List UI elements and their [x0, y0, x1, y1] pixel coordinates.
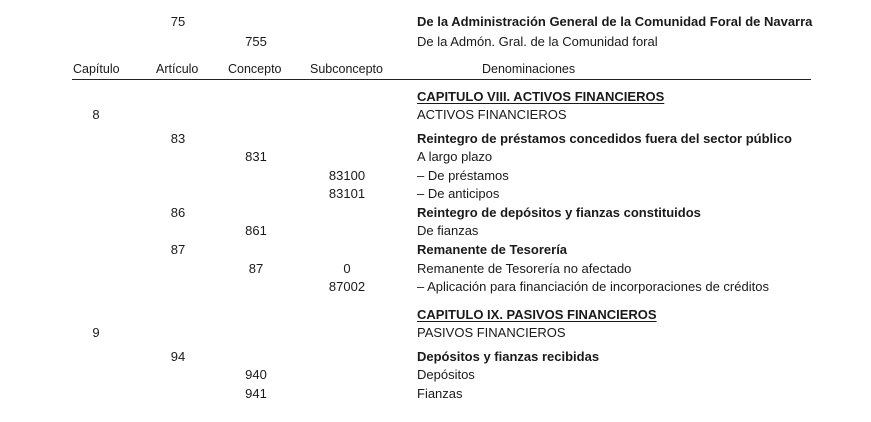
row-concepto-87: [0, 260, 871, 278]
column-header-subconcepto: Subconcepto: [310, 62, 383, 76]
articulo-code: 94: [170, 349, 186, 364]
concepto-code: 941: [245, 386, 267, 401]
row-subconcepto-83101: [0, 185, 871, 203]
row-concepto-940: [0, 366, 871, 384]
column-header-articulo: Artículo: [156, 62, 199, 76]
subconcepto-code: 0: [343, 261, 351, 276]
articulo-code: 87: [170, 242, 186, 257]
row-subconcepto-87002: [0, 278, 871, 296]
concepto-code: 861: [245, 223, 267, 238]
articulo-code: 75: [170, 14, 186, 29]
row-articulo-75: [0, 13, 871, 31]
denominacion: – De préstamos: [417, 168, 509, 183]
row-articulo-87: [0, 241, 871, 259]
row-concepto-755: [0, 33, 871, 51]
subconcepto-code: 83100: [328, 168, 366, 183]
denominacion: Depósitos y fianzas recibidas: [417, 349, 600, 364]
denominacion: A largo plazo: [417, 149, 493, 164]
row-articulo-86: [0, 204, 871, 222]
denominacion: Fianzas: [417, 386, 463, 401]
column-header-capitulo: Capítulo: [73, 62, 120, 76]
row-concepto-831: [0, 148, 871, 166]
articulo-code: 83: [170, 131, 186, 146]
chapter-9-title-row: [0, 306, 871, 324]
denominacion: De fianzas: [417, 223, 479, 238]
subconcepto-code: 83101: [328, 186, 366, 201]
capitulo-code: 9: [92, 325, 100, 340]
row-articulo-94: [0, 348, 871, 366]
denominacion: Remanente de Tesorería: [417, 242, 568, 257]
chapter-8-title-row: [0, 88, 871, 106]
concepto-code: 831: [245, 149, 267, 164]
row-articulo-83: [0, 130, 871, 148]
concepto-code: 755: [245, 34, 267, 49]
column-header-concepto: Concepto: [228, 62, 282, 76]
capitulo-code: 8: [92, 107, 100, 122]
denominacion: Reintegro de préstamos concedidos fuera del sector público: [417, 131, 792, 146]
column-header-row: [0, 60, 871, 78]
subconcepto-code: 87002: [328, 279, 366, 294]
row-concepto-941: [0, 385, 871, 403]
denominacion: Depósitos: [417, 367, 475, 382]
denominacion: ACTIVOS FINANCIEROS: [417, 107, 567, 122]
chapter-title: CAPITULO IX. PASIVOS FINANCIEROS: [417, 307, 657, 322]
denominacion: De la Administración General de la Comunidad Foral de Navarra: [417, 14, 813, 29]
denominacion: – Aplicación para financiación de incorporaciones de créditos: [417, 279, 769, 294]
denominacion: PASIVOS FINANCIEROS: [417, 325, 566, 340]
denominacion: Remanente de Tesorería no afectado: [417, 261, 632, 276]
concepto-code: 87: [248, 261, 264, 276]
denominacion: De la Admón. Gral. de la Comunidad foral: [417, 34, 658, 49]
chapter-title: CAPITULO VIII. ACTIVOS FINANCIEROS: [417, 89, 665, 104]
column-header-denominaciones: Denominaciones: [482, 62, 576, 76]
row-concepto-861: [0, 222, 871, 240]
denominacion: Reintegro de depósitos y fianzas constituidos: [417, 205, 701, 220]
header-divider: [72, 79, 811, 80]
denominacion: – De anticipos: [417, 186, 500, 201]
concepto-code: 940: [245, 367, 267, 382]
articulo-code: 86: [170, 205, 186, 220]
row-capitulo-8: [0, 106, 871, 124]
row-subconcepto-83100: [0, 167, 871, 185]
row-capitulo-9: [0, 324, 871, 342]
